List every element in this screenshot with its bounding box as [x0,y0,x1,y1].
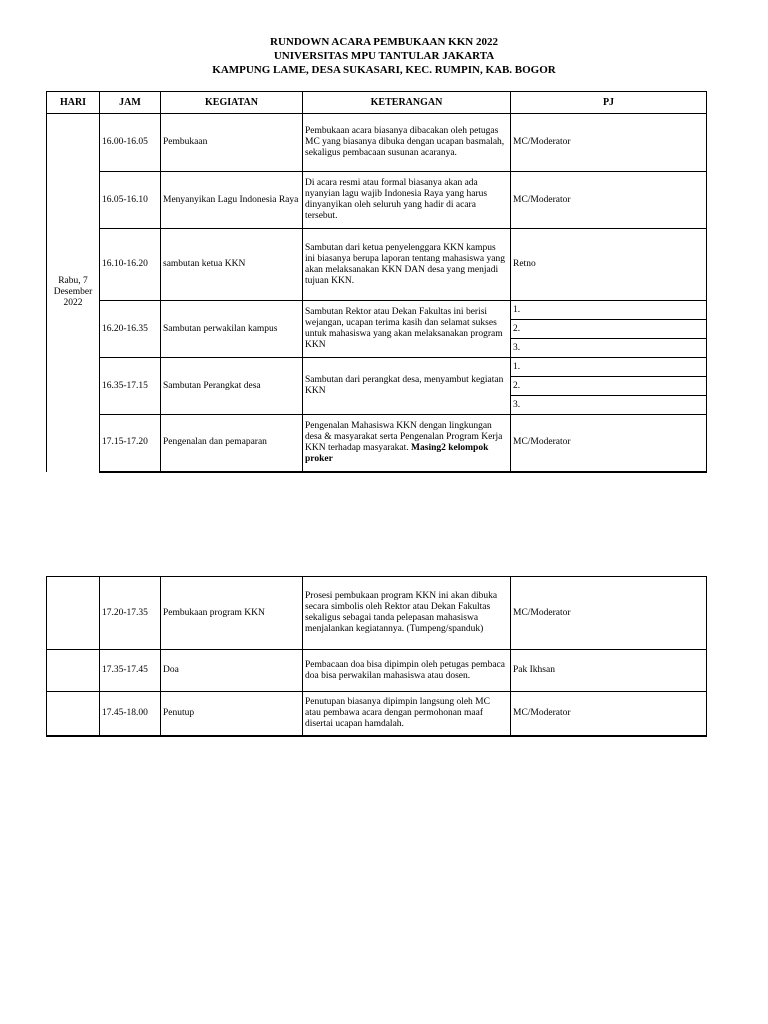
activity-cell: Penutup [161,692,303,736]
description-bold-note: Masing2 kelompok proker [305,442,489,464]
activity-cell: Menyanyikan Lagu Indonesia Raya [161,172,303,229]
rundown-table [46,91,707,473]
pj-cell: MC/Moderator [511,114,707,172]
description-cell: Sambutan dari ketua penyelenggara KKN kampus ini biasanya berupa laporan tentang mahasiswa yang akan melaksanakan KKN DAN desa yang menjadi tujuan KKN. [303,229,511,301]
table-row [47,415,707,472]
col-header-jam: JAM [100,92,161,114]
time-cell: 17.35-17.45 [100,650,161,692]
activity-cell: Pembukaan [161,114,303,172]
university-name: UNIVERSITAS MPU TANTULAR JAKARTA [273,50,495,62]
document-title: RUNDOWN ACARA PEMBUKAAN KKN 2022 [270,36,498,48]
description-cell: Sambutan Rektor atau Dekan Fakultas ini berisi wejangan, ucapan terima kasih dan selamat sukses untuk mahasiswa yang akan melaksanakan program KKN [303,301,511,358]
time-cell: 17.20-17.35 [100,577,161,650]
time-cell: 16.35-17.15 [100,358,161,415]
day-cell-empty [47,650,100,692]
pj-slot: 1. [511,301,707,320]
col-header-kegiatan: KEGIATAN [161,92,303,114]
time-cell: 16.20-16.35 [100,301,161,358]
description-cell [303,415,511,472]
table-row [47,577,707,650]
activity-cell: Sambutan perwakilan kampus [161,301,303,358]
pj-slot: 3. [511,339,707,358]
activity-cell: Pembukaan program KKN [161,577,303,650]
description-cell: Prosesi pembukaan program KKN ini akan dibuka secara simbolis oleh Rektor atau Dekan Fakultas sekaligus sebagai tanda pelepasan mahasiswa menjalankan kegiatannya. (Tumpeng/spanduk) [303,577,511,650]
table-row [47,301,707,320]
time-cell: 17.15-17.20 [100,415,161,472]
description-cell: Sambutan dari perangkat desa, menyambut kegiatan KKN [303,358,511,415]
table-row [47,172,707,229]
description-cell: Di acara resmi atau formal biasanya akan ada nyanyian lagu wajib Indonesia Raya yang harus dinyanyikan oleh seluruh yang hadir di acara tersebut. [303,172,511,229]
pj-slot: 3. [511,396,707,415]
location-line: KAMPUNG LAME, DESA SUKASARI, KEC. RUMPIN, KAB. BOGOR [212,64,556,76]
day-cell-empty [47,692,100,736]
table-row [47,358,707,377]
table-header-row [47,92,707,114]
table-row [47,650,707,692]
description-cell: Pembukaan acara biasanya dibacakan oleh petugas MC yang biasanya dibuka dengan ucapan basmalah, sekaligus pembacaan susunan acaranya. [303,114,511,172]
activity-cell: Pengenalan dan pemaparan [161,415,303,472]
col-header-keterangan: KETERANGAN [303,92,511,114]
time-cell: 16.10-16.20 [100,229,161,301]
pj-cell: Retno [511,229,707,301]
pj-cell: MC/Moderator [511,577,707,650]
time-cell: 17.45-18.00 [100,692,161,736]
pj-slot: 1. [511,358,707,377]
col-header-hari: HARI [47,92,100,114]
time-cell: 16.00-16.05 [100,114,161,172]
description-text: Pengenalan Mahasiswa KKN dengan lingkungan desa & masyarakat serta Pengenalan Program Kerja KKN terhadap masyarakat. [305,420,503,453]
table-row [47,692,707,736]
description-cell: Pembacaan doa bisa dipimpin oleh petugas pembaca doa bisa perwakilan mahasiswa atau dosen. [303,650,511,692]
pj-cell: MC/Moderator [511,692,707,736]
pj-slot: 2. [511,377,707,396]
activity-cell: sambutan ketua KKN [161,229,303,301]
pj-cell: Pak Ikhsan [511,650,707,692]
activity-cell: Sambutan Perangkat desa [161,358,303,415]
pj-cell: MC/Moderator [511,415,707,472]
table-row [47,114,707,172]
day-cell: Rabu, 7 Desember 2022 [47,114,100,472]
pj-slot: 2. [511,320,707,339]
rundown-table-continued [46,576,707,737]
pj-cell: MC/Moderator [511,172,707,229]
activity-cell: Doa [161,650,303,692]
time-cell: 16.05-16.10 [100,172,161,229]
col-header-pj: PJ [511,92,707,114]
description-cell: Penutupan biasanya dipimpin langsung oleh MC atau pembawa acara dengan permohonan maaf disertai ucapan hamdalah. [303,692,511,736]
table-row [47,229,707,301]
day-cell-empty [47,577,100,650]
